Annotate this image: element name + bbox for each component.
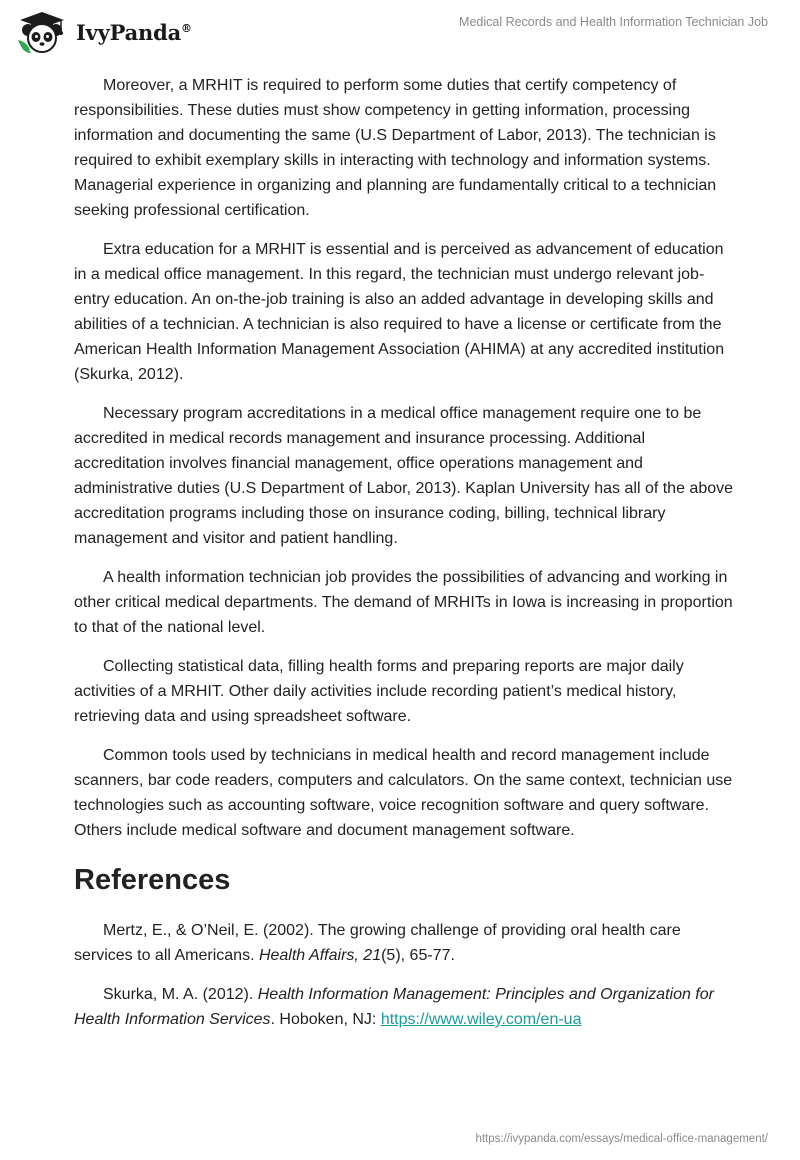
source-url[interactable]: https://ivypanda.com/essays/medical-office-management/ [475, 1133, 768, 1145]
document-title: Medical Records and Health Information Technician Job [459, 15, 768, 29]
paragraph: Necessary program accreditations in a medical office management require one to be accredited in medical records management and insurance processing. Additional accreditation involves financial management, office operations management and administrative duties (U.S Department of Labor, 2013). Kaplan University has all of the above accreditation programs including those on insurance coding, billing, technical library management and visitor and patient handling. [74, 405, 734, 547]
wiley-link[interactable]: https://www.wiley.com/en-ua [380, 1011, 582, 1028]
paragraph: Common tools used by technicians in medical health and record management include scanners, bar code readers, computers and calculators. On the same context, technician use technologies such as accounting software, voice recognition software and query software. Others include medical software and document management software. [74, 747, 733, 839]
page-header [0, 0, 800, 70]
references-heading: References [74, 864, 231, 896]
paragraph: Moreover, a MRHIT is required to perform some duties that certify competency of responsibilities. These duties must show competency in getting information, processing information and documenting the same (U.S Department of Labor, 2013). The technician is required to exhibit exemplary skills in interacting with technology and information systems. Managerial experience in organizing and planning are fundamentally critical to a technician seeking professional certification. [74, 77, 717, 219]
panda-mascot-icon [14, 10, 70, 54]
ivypanda-logo[interactable] [14, 10, 192, 54]
paragraph: Collecting statistical data, filling health forms and preparing reports are major daily activities of a MRHIT. Other daily activities include recording patient’s medical history, retrieving data and using spreadsheet software. [74, 658, 684, 725]
paragraph: A health information technician job provides the possibilities of advancing and working in other critical medical departments. The demand of MRHITs in Iowa is increasing in proportion to that of the national level. [74, 569, 733, 636]
essay-content [74, 73, 734, 1046]
paragraph: Extra education for a MRHIT is essential and is perceived as advancement of education in a medical office management. In this regard, the technician must undergo relevant job-entry education. An on-the-job training is also an added advantage in developing skills and abilities of a technician. A technician is also required to have a license or certificate from the American Health Information Management Association (AHIMA) at any accredited institution (Skurka, 2012). [74, 241, 725, 383]
brand-name: IvyPanda® [76, 19, 192, 45]
reference-entry: Mertz, E., & O’Neil, E. (2002). The growing challenge of providing oral health care services to all Americans. Health Affairs, 21(5), 65-77. [74, 922, 681, 964]
reference-entry: Skurka, M. A. (2012). Health Information Management: Principles and Organization for Health Information Services. Hoboken, NJ: https://www.wiley.com/en-ua [74, 986, 714, 1028]
